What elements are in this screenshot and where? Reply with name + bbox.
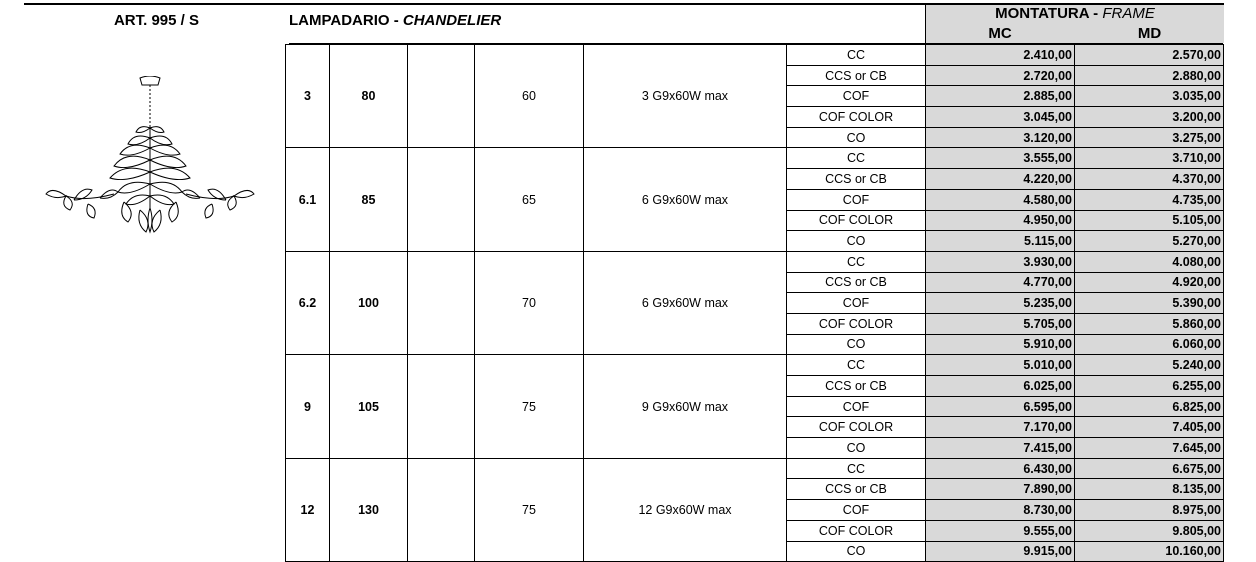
- mc-price-cell: 3.120,00: [926, 127, 1075, 148]
- mc-price-cell: 8.730,00: [926, 500, 1075, 521]
- finish-cell: CO: [787, 127, 926, 148]
- md-price-cell: 4.370,00: [1075, 169, 1224, 190]
- mc-price-cell: 6.025,00: [926, 376, 1075, 397]
- finish-cell: CC: [787, 45, 926, 66]
- md-price-cell: 3.035,00: [1075, 86, 1224, 107]
- md-price-cell: 6.060,00: [1075, 334, 1224, 355]
- md-price-cell: 5.240,00: [1075, 355, 1224, 376]
- md-price-cell: 8.135,00: [1075, 479, 1224, 500]
- finish-cell: CO: [787, 438, 926, 459]
- lights-cell: 6.2: [286, 251, 330, 354]
- finish-cell: CCS or CB: [787, 479, 926, 500]
- bulbs-cell: 6 G9x60W max: [584, 251, 787, 354]
- md-price-cell: 4.080,00: [1075, 251, 1224, 272]
- finish-cell: COF: [787, 500, 926, 521]
- bulbs-cell: 3 G9x60W max: [584, 45, 787, 148]
- mc-price-cell: 2.410,00: [926, 45, 1075, 66]
- title-italian: LAMPADARIO: [289, 12, 390, 29]
- finish-cell: COF: [787, 396, 926, 417]
- finish-cell: CC: [787, 251, 926, 272]
- height-cell: 75: [475, 458, 584, 561]
- spare-cell: [408, 458, 475, 561]
- lights-cell: 6.1: [286, 148, 330, 251]
- mc-price-cell: 3.930,00: [926, 251, 1075, 272]
- finish-cell: CO: [787, 334, 926, 355]
- table-row: [286, 355, 1224, 376]
- mc-price-cell: 4.950,00: [926, 210, 1075, 231]
- md-price-cell: 5.270,00: [1075, 231, 1224, 252]
- md-price-cell: 7.645,00: [1075, 438, 1224, 459]
- finish-cell: CO: [787, 541, 926, 562]
- md-price-cell: 3.200,00: [1075, 107, 1224, 128]
- title-english: CHANDELIER: [402, 12, 502, 29]
- mc-price-cell: 2.720,00: [926, 65, 1075, 86]
- md-price-cell: 8.975,00: [1075, 500, 1224, 521]
- mc-price-cell: 5.235,00: [926, 293, 1075, 314]
- table-row: [286, 458, 1224, 479]
- mc-price-cell: 5.010,00: [926, 355, 1075, 376]
- mc-price-cell: 4.220,00: [926, 169, 1075, 190]
- finish-cell: CCS or CB: [787, 65, 926, 86]
- table-row: [286, 45, 1224, 66]
- finish-cell: COF COLOR: [787, 417, 926, 438]
- height-cell: 60: [475, 45, 584, 148]
- md-price-cell: 9.805,00: [1075, 520, 1224, 541]
- table-row: [286, 148, 1224, 169]
- finish-cell: CCS or CB: [787, 169, 926, 190]
- finish-cell: CC: [787, 148, 926, 169]
- product-title: [289, 12, 501, 29]
- md-price-cell: 5.105,00: [1075, 210, 1224, 231]
- bulbs-cell: 12 G9x60W max: [584, 458, 787, 561]
- spare-cell: [408, 45, 475, 148]
- mc-price-cell: 9.915,00: [926, 541, 1075, 562]
- finish-cell: CCS or CB: [787, 272, 926, 293]
- bulbs-cell: 6 G9x60W max: [584, 148, 787, 251]
- md-price-cell: 3.710,00: [1075, 148, 1224, 169]
- frame-header: [925, 5, 1224, 43]
- md-price-cell: 7.405,00: [1075, 417, 1224, 438]
- finish-cell: CCS or CB: [787, 376, 926, 397]
- mc-price-cell: 4.580,00: [926, 189, 1075, 210]
- mc-price-cell: 5.705,00: [926, 313, 1075, 334]
- md-price-cell: 3.275,00: [1075, 127, 1224, 148]
- width-cell: 80: [330, 45, 408, 148]
- width-cell: 105: [330, 355, 408, 458]
- price-table: [285, 44, 1224, 562]
- mc-price-cell: 6.430,00: [926, 458, 1075, 479]
- md-price-cell: 5.860,00: [1075, 313, 1224, 334]
- frame-label: FRAME: [1102, 5, 1155, 22]
- height-cell: 70: [475, 251, 584, 354]
- width-cell: 130: [330, 458, 408, 561]
- finish-cell: COF COLOR: [787, 520, 926, 541]
- mc-price-cell: 7.890,00: [926, 479, 1075, 500]
- spare-cell: [408, 251, 475, 354]
- title-separator: -: [389, 12, 403, 29]
- md-price-cell: 4.735,00: [1075, 189, 1224, 210]
- mc-price-cell: 7.170,00: [926, 417, 1075, 438]
- frame-header-title: [926, 5, 1224, 22]
- lights-cell: 12: [286, 458, 330, 561]
- bulbs-cell: 9 G9x60W max: [584, 355, 787, 458]
- md-price-cell: 6.255,00: [1075, 376, 1224, 397]
- md-column-header: MD: [1137, 25, 1162, 42]
- md-price-cell: 6.675,00: [1075, 458, 1224, 479]
- finish-cell: COF COLOR: [787, 313, 926, 334]
- header-separator: -: [1089, 5, 1103, 22]
- finish-cell: COF: [787, 189, 926, 210]
- mc-price-cell: 5.115,00: [926, 231, 1075, 252]
- mc-price-cell: 5.910,00: [926, 334, 1075, 355]
- mc-price-cell: 3.045,00: [926, 107, 1075, 128]
- mc-price-cell: 6.595,00: [926, 396, 1075, 417]
- finish-cell: CC: [787, 458, 926, 479]
- mc-price-cell: 2.885,00: [926, 86, 1075, 107]
- spare-cell: [408, 355, 475, 458]
- lights-cell: 9: [286, 355, 330, 458]
- md-price-cell: 10.160,00: [1075, 541, 1224, 562]
- mc-price-cell: 4.770,00: [926, 272, 1075, 293]
- mc-price-cell: 9.555,00: [926, 520, 1075, 541]
- mc-price-cell: 3.555,00: [926, 148, 1075, 169]
- md-price-cell: 4.920,00: [1075, 272, 1224, 293]
- md-price-cell: 6.825,00: [1075, 396, 1224, 417]
- mc-column-header: MC: [988, 25, 1012, 42]
- md-price-cell: 2.880,00: [1075, 65, 1224, 86]
- finish-cell: CO: [787, 231, 926, 252]
- width-cell: 100: [330, 251, 408, 354]
- finish-cell: COF COLOR: [787, 210, 926, 231]
- lights-cell: 3: [286, 45, 330, 148]
- finish-cell: CC: [787, 355, 926, 376]
- article-code: ART. 995 / S: [113, 12, 200, 29]
- md-price-cell: 5.390,00: [1075, 293, 1224, 314]
- finish-cell: COF COLOR: [787, 107, 926, 128]
- width-cell: 85: [330, 148, 408, 251]
- table-row: [286, 251, 1224, 272]
- montatura-label: MONTATURA: [995, 5, 1090, 22]
- finish-cell: COF: [787, 86, 926, 107]
- height-cell: 65: [475, 148, 584, 251]
- spare-cell: [408, 148, 475, 251]
- md-price-cell: 2.570,00: [1075, 45, 1224, 66]
- height-cell: 75: [475, 355, 584, 458]
- finish-cell: COF: [787, 293, 926, 314]
- mc-price-cell: 7.415,00: [926, 438, 1075, 459]
- chandelier-icon: [44, 76, 256, 242]
